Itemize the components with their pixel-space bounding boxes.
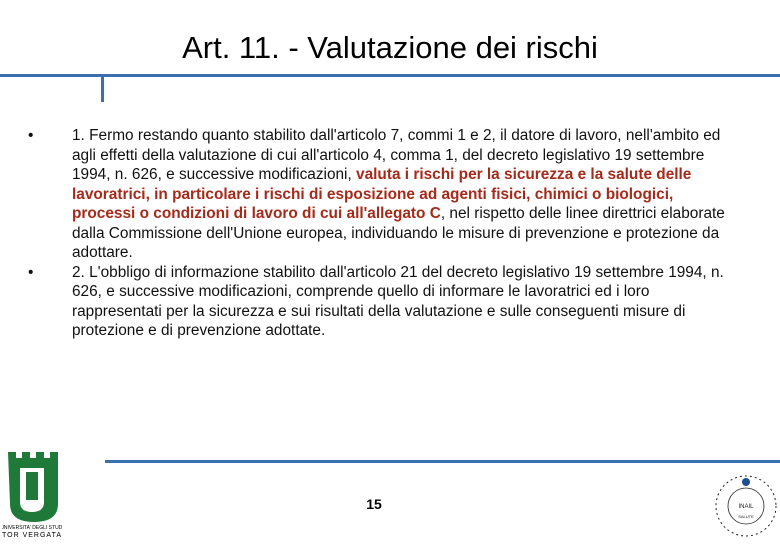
slide-title: Art. 11. - Valutazione dei rischi [182,30,598,65]
university-logo [2,448,62,540]
svg-text:INAIL: INAIL [738,504,754,510]
bullet-text-continued: , nel rispetto delle linee direttrici elaborate dalla Commissione dell'Unione europea, individuando le misure di prevenzione e protezione da adottare. [72,205,725,261]
bullet-icon: • [28,127,34,144]
slide-body [28,126,740,341]
svg-text:SALUTE: SALUTE [738,514,754,519]
page-number: 15 [366,496,382,512]
list-item [28,263,740,341]
bullet-highlight-text: valuta i rischi per la sicurezza e la salute delle lavoratrici, in particolare i rischi di esposizione ad agenti fisici, chimici o biologici, processi o condizioni di lavoro di cui all'allegato C [72,166,692,222]
footer-rule [105,460,780,463]
university-logo-icon [2,448,62,540]
bullet-text: 2. L'obbligo di informazione stabilito dall'articolo 21 del decreto legislativo 19 settembre 1994, n. 626, e successive modificazioni, comprende quello di informare le lavoratrici ed i loro rappresentati per la sicurezza e sui risultati della valutazione e sulle conseguenti misure di protezione e di prevenzione adottate. [72,263,724,339]
title-underline [0,74,780,77]
bullet-text: 1. Fermo restando quanto stabilito dall'articolo 7, commi 1 e 2, il datore di lavoro, nell'ambito ed agli effetti della valutazione di cui all'articolo 4, comma 1, del decreto legislativo 19 settembre 1994, n. 626, e successive modificazioni, [72,127,721,183]
bullet-icon: • [28,263,34,281]
title-underline-tick [101,74,104,102]
svg-text:UNIVERSITA' DEGLI STUDI: UNIVERSITA' DEGLI STUDI [2,525,62,531]
seal-icon [706,460,780,540]
svg-text:TOR VERGATA: TOR VERGATA [2,532,62,539]
inail-seal [706,460,780,540]
list-item [28,126,740,263]
